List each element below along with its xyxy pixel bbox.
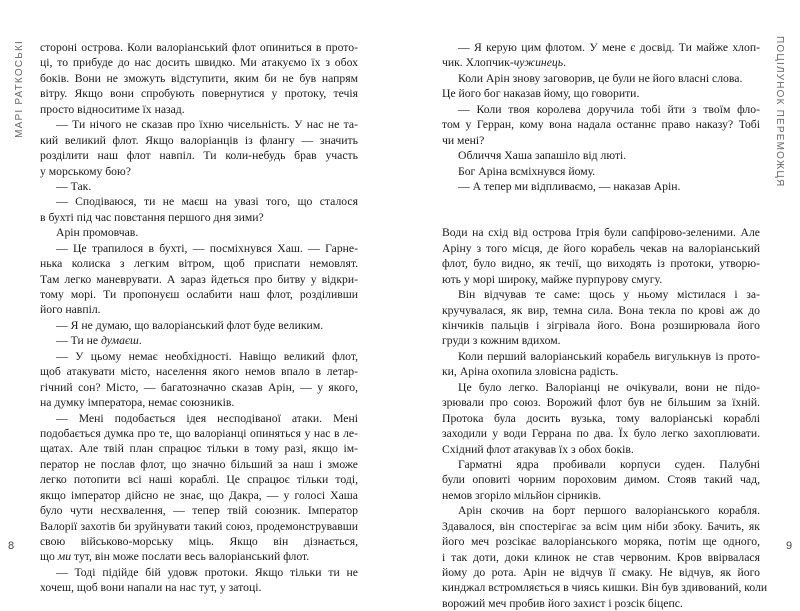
text-line: груди з кожним вдихом.	[442, 334, 561, 348]
text-line: кий великий флот. Якщо валоріанців із флангу — значить	[40, 133, 358, 147]
text-line: — Я не думаю, що валоріанський флот буде великим.	[56, 318, 324, 332]
text-line: йому до рота. Арін не відчув її смаку. Не відчув, як його	[442, 566, 760, 579]
text-line: свою військово-морську міць. Якщо він дізнається,	[40, 535, 358, 548]
text-line: Гарматні ядра пробивали корпуси суден. Палубні	[458, 457, 760, 471]
text-line: що ми тут, він може послати весь валоріанський флот.	[40, 550, 310, 564]
page-number-right: 9	[786, 540, 793, 552]
page-number-left: 8	[8, 540, 15, 552]
running-head-author: МАРІ РАТКОСЬКІ	[14, 40, 25, 138]
text-line: Коли Арін знову заговорив, це були не його власні слова.	[458, 71, 743, 85]
text-line: Обличчя Хаша запашіло від люті.	[458, 149, 627, 163]
text-line: кинджал встромляється в чиясь кишки. Він був здивований, коли	[442, 581, 768, 595]
text-line: ці, то прибуде до нас досить швидко. Ми атакуємо їх з обох	[40, 56, 358, 70]
text-line: немов згоріло мільйон сірників.	[442, 488, 602, 502]
text-line: Там легко маневрувати. А зараз йдеться про битву у відкри-	[40, 272, 358, 286]
text-line: розділити наш флот навпіл. Ти коли-небудь брав участь	[40, 149, 358, 163]
text-line: Води на схід від острова Ітрія були сапфірово-зеленими. Але	[442, 226, 760, 240]
text-line: Він відчував те саме: щось у ньому містилася і за-	[458, 288, 760, 302]
text-line: кручувалася, як вир, темна сила. Вона текла по крові аж до	[442, 303, 760, 317]
text-line: просто відноситиме їх назад.	[40, 102, 185, 116]
text-line: і так доти, доки клинок не став червоним. Кров ввірвалася	[442, 550, 760, 564]
text-line: — Тоді підійде бій удовж протоки. Якщо тільки ти не	[56, 565, 358, 579]
text-line: заходили у води Геррана по два. Їх було легко захоплювати.	[442, 427, 760, 441]
text-line: кінчиків пальців і зігрівала його. Вона розширювала його	[442, 319, 760, 332]
text-line: ють у морі широку, майже пурпурову смугу.	[442, 272, 663, 286]
right-page	[400, 0, 800, 610]
text-line: ператор не послав флот, що значно більший за наш і зможе	[40, 457, 358, 471]
text-line: подобається думка про те, що валоріанці опиняться у нас в ле-	[40, 426, 358, 440]
text-line: стороні острова. Коли валоріанський флот опиниться в прото-	[40, 41, 358, 54]
text-line: чик. Хлопчик-чужинець.	[442, 56, 566, 70]
text-line: Бог Аріна всміхнувся йому.	[458, 164, 596, 178]
text-line: — Мені подобається ідея несподіваної атаки. Мені	[56, 411, 358, 425]
text-line: — Ти не думаєш.	[56, 334, 142, 348]
left-page-text	[40, 40, 358, 596]
text-line: легко потопити всі наші кораблі. Це спрацює тільки тоді,	[40, 473, 358, 487]
running-head-title: ПОЦІЛУНОК ПЕРЕМОЖЦЯ	[774, 36, 785, 188]
text-line: Здавалося, він спостерігає за всім цим ніби збоку. Бачить, як	[442, 519, 760, 533]
text-line: — Коли твоя королева доручила тобі йти з твоїм фло-	[458, 102, 760, 116]
text-line: на думку імператора, немає союзників.	[40, 396, 235, 410]
text-line: — Сподіваюся, ти не маєш на увазі того, що сталося	[56, 195, 358, 209]
section-break	[442, 194, 760, 225]
text-line: у морському бою?	[40, 164, 131, 178]
right-page-text	[442, 40, 768, 611]
text-line: зрювали про союз. Ворожий флот був не більшим за їхній.	[442, 396, 760, 410]
text-line: Це його бог наказав йому, що говорити.	[442, 87, 640, 101]
text-line: — У цьому немає необхідності. Навіщо великий флот,	[56, 349, 358, 363]
text-line: було чути несхвалення, — тепер твій союзник. Імператор	[40, 504, 358, 518]
text-line: якщо імператор дійсно не знає, що Дакра, — у голосі Хаша	[40, 488, 358, 502]
text-line: його меч розсікає валоріанського моряка, потім ще одного,	[442, 535, 760, 549]
text-line: Аріну з того місця, де його корабель чекав на валоріанський	[442, 241, 760, 255]
text-line: Протока була досить вузька, тому валоріанські кораблі	[442, 411, 760, 425]
text-line: — Я керую цим флотом. У мене є досвід. Ти майже хлоп-	[458, 41, 760, 54]
text-line: ворожий меч пробив його захист і розсік біцепс.	[442, 596, 683, 610]
text-line: флот, було видно, як течії, що виходять із протоки, утворю-	[442, 257, 760, 271]
text-line: в бухті під час повстання першого дня зими?	[40, 210, 264, 224]
left-page	[0, 0, 400, 595]
text-line: були оповиті чорним пороховим димом. Стояв такий чад,	[442, 473, 760, 487]
text-line: Арін промовчав.	[56, 226, 139, 240]
text-line: Валорії захотів би зруйнувати такий союз, продемонструвавши	[40, 519, 358, 533]
text-line: тому морі. Ти пропонуєш ослабити наш флот, розділивши	[40, 288, 358, 301]
text-line: том у Герран, кому вона надала останнє право наказу? Тобі	[442, 118, 760, 132]
text-line: ки, Аріна охопила зловісна радість.	[442, 365, 619, 379]
text-line: хочеш, щоб вони напали на нас тут, у затоці.	[40, 581, 262, 595]
text-line: вітру. Якщо вони спробують повернутися у протоку, течія	[40, 87, 358, 101]
text-line: його навпіл.	[40, 303, 101, 317]
text-line: Східний флот атакував їх з обох боків.	[442, 442, 634, 456]
text-line: Коли перший валоріанський корабель вигулькнув із прото-	[458, 349, 760, 363]
text-line: Це було легко. Валоріанці не очікували, вони не підо-	[458, 380, 760, 394]
text-line: Арін скочив на борт першого валоріанського корабля.	[458, 504, 760, 518]
text-line: гічний сон? Місто, — багатозначно сказав Арін, — у якого,	[40, 380, 358, 394]
text-line: — Так.	[56, 179, 92, 193]
text-line: боків. Вони не зможуть відступити, яким би не був напрям	[40, 71, 358, 85]
text-line: щоб атакувати місто, населення якого немов впало в летар-	[40, 365, 358, 379]
text-line: — Це трапилося в бухті, — посміхнувся Хаш. — Гарне-	[56, 241, 358, 255]
text-line: чи мені?	[442, 133, 485, 147]
text-line: — А тепер ми відпливаємо, — наказав Арін.	[458, 179, 681, 193]
text-line: щатах. Але твій план спрацює тільки в тому разі, якщо ім-	[40, 442, 358, 456]
text-line: нька колиска з легким вітром, щоб приспати немовлят.	[40, 257, 358, 271]
text-line: — Ти нічого не сказав про їхню чисельність. У нас не та-	[56, 118, 358, 132]
